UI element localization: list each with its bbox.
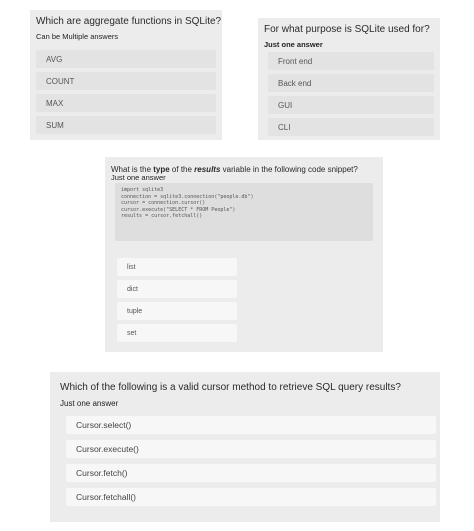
option-cursor-fetch[interactable]: Cursor.fetch() (66, 464, 436, 482)
option-cursor-fetchall[interactable]: Cursor.fetchall() (66, 488, 436, 506)
option-sum[interactable]: SUM (36, 116, 216, 134)
question-text: Which of the following is a valid cursor method to retrieve SQL query results? (60, 382, 401, 393)
code-line: cursor = connection.cursor() (121, 200, 206, 206)
question-card-results-type (105, 157, 383, 352)
option-cursor-execute[interactable]: Cursor.execute() (66, 440, 436, 458)
option-front-end[interactable]: Front end (268, 52, 434, 70)
option-tuple[interactable]: tuple (117, 302, 237, 320)
option-set[interactable]: set (117, 324, 237, 342)
option-count[interactable]: COUNT (36, 72, 216, 90)
code-line: results = cursor.fetchall() (121, 213, 203, 219)
option-back-end[interactable]: Back end (268, 74, 434, 92)
option-dict[interactable]: dict (117, 280, 237, 298)
option-cli[interactable]: CLI (268, 118, 434, 136)
answer-instruction: Just one answer (264, 40, 323, 49)
question-keyword-results: results (194, 165, 221, 174)
question-card-purpose (258, 18, 440, 140)
question-text-part: of the (169, 165, 195, 174)
answer-instruction: Just one answer (111, 173, 166, 182)
code-line: connection = sqlite3.connection("people.db") (121, 193, 254, 200)
code-snippet (115, 183, 373, 241)
code-line: cursor.execute("SELECT * FROM People") (121, 206, 236, 213)
question-text: For what purpose is SQLite used for? (264, 24, 430, 35)
question-text-part: What is the (111, 165, 154, 174)
option-gui[interactable]: GUI (268, 96, 434, 114)
option-avg[interactable]: AVG (36, 50, 216, 68)
answer-instruction: Just one answer (60, 399, 119, 408)
option-list[interactable]: list (117, 258, 237, 276)
option-max[interactable]: MAX (36, 94, 216, 112)
question-text: Which are aggregate functions in SQLite? (36, 16, 222, 27)
question-keyword-type: type (153, 165, 170, 174)
code-line: import sqlite3 (121, 187, 164, 193)
option-cursor-select[interactable]: Cursor.select() (66, 416, 436, 434)
question-card-aggregate (30, 10, 222, 140)
question-text-part: variable in the following code snippet? (220, 165, 358, 174)
question-card-cursor-method (50, 372, 440, 522)
answer-instruction: Can be Multiple answers (36, 32, 119, 41)
